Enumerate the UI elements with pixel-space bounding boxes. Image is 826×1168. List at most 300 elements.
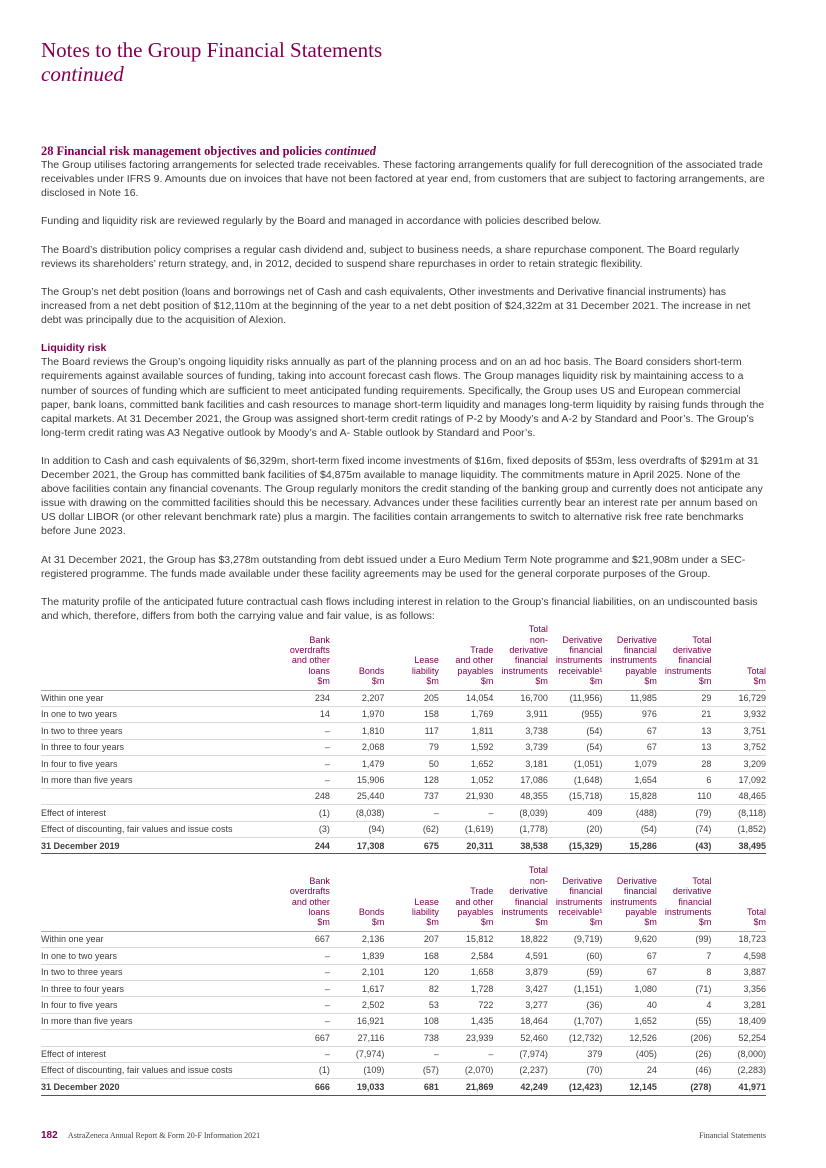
table-cell: – <box>275 756 330 772</box>
table-cell: 17,086 <box>493 772 548 788</box>
table-cell: 42,249 <box>493 1079 548 1095</box>
row-label: In one to two years <box>41 948 275 964</box>
table-cell: 205 <box>384 690 439 706</box>
row-label: In two to three years <box>41 723 275 739</box>
table-cell: (55) <box>657 1013 712 1029</box>
table-cell: 18,409 <box>711 1013 766 1029</box>
column-header <box>493 865 548 931</box>
table-cell: 13 <box>657 723 712 739</box>
table-cell: – <box>384 1046 439 1062</box>
column-header-line: derivative <box>672 886 712 897</box>
column-header-line: $m <box>753 917 766 928</box>
table-row <box>41 931 766 947</box>
column-header <box>493 624 548 690</box>
column-header-line: instruments <box>501 665 548 676</box>
column-header-line: and other <box>455 655 494 666</box>
maturity-table-2019 <box>41 624 766 854</box>
column-header <box>548 624 603 690</box>
table-row <box>41 948 766 964</box>
column-header-line: $m <box>317 676 330 687</box>
table-cell: (1) <box>275 1063 330 1079</box>
row-label: In one to two years <box>41 706 275 722</box>
table-cell: (2,237) <box>493 1063 548 1079</box>
table-cell: (278) <box>657 1079 712 1095</box>
column-header-line: financial <box>623 886 657 897</box>
column-header-line: Derivative <box>616 875 657 886</box>
table-cell: (9,719) <box>548 931 603 947</box>
table-cell: 667 <box>275 1030 330 1046</box>
table-cell: (2,070) <box>439 1063 494 1079</box>
table-cell: 1,435 <box>439 1013 494 1029</box>
table-cell: 3,738 <box>493 723 548 739</box>
column-header <box>275 624 330 690</box>
table-cell: (54) <box>548 723 603 739</box>
column-header <box>602 624 657 690</box>
table-cell: 38,495 <box>711 838 766 854</box>
table-cell: – <box>439 805 494 821</box>
adjustment-row <box>41 1046 766 1062</box>
footer-section-name: Financial Statements <box>699 1131 766 1140</box>
table-cell: 21,869 <box>439 1079 494 1095</box>
table-cell: 15,812 <box>439 931 494 947</box>
column-header-line: overdrafts <box>289 886 330 897</box>
table-cell: 48,465 <box>711 788 766 804</box>
table-cell: 18,723 <box>711 931 766 947</box>
table-cell: 4,598 <box>711 948 766 964</box>
paragraph-liquidity-cash: In addition to Cash and cash equivalents of $6,329m, short-term fixed income investments of $16m, fixed deposits of $53m, less overdrafts of $291m at 31 December 2021, the Group has committed bank facilities of $4,875m available to manage liquidity. The commitments mature in April 2025. None of the above facilities contain any financial covenants. The Group regularly monitors the credit standing of the banking group and currently does not anticipate any issue with drawing on the committed facilities should this be necessary. Advances under these facilities currently bear an interest rate per annum based on US dollar LIBOR (or other relevant benchmark rate) plus a margin. The facilities contain arrangements to switch to alternative risk free rate benchmarks before June 2023. <box>41 454 763 538</box>
table-cell: 168 <box>384 948 439 964</box>
table-cell: (8,000) <box>711 1046 766 1062</box>
row-label: In two to three years <box>41 964 275 980</box>
row-label: 31 December 2019 <box>41 838 275 854</box>
table-cell: 7 <box>657 948 712 964</box>
table-cell: 2,207 <box>330 690 385 706</box>
table-cell: 1,080 <box>602 981 657 997</box>
table-cell: 738 <box>384 1030 439 1046</box>
column-header-line: instruments <box>555 655 603 666</box>
table-cell: 1,617 <box>330 981 385 997</box>
table-cell: 2,136 <box>330 931 385 947</box>
table-cell: (60) <box>548 948 603 964</box>
table-cell: 3,911 <box>493 706 548 722</box>
column-header-line: payable <box>625 665 657 676</box>
column-header-line: $m <box>317 917 330 928</box>
table-cell: 19,033 <box>330 1079 385 1095</box>
row-label: Within one year <box>41 690 275 706</box>
table-cell: (8,038) <box>330 805 385 821</box>
paragraph-distribution: The Board’s distribution policy comprises a regular cash dividend and, subject to business needs, a share repurchase component. The Board regularly reviews its shareholders’ return strategy, and, in 2012, decided to suspend share repurchases in order to retain strategic flexibility. <box>41 243 740 270</box>
column-header-line: Bonds <box>358 907 385 918</box>
table-row <box>41 723 766 739</box>
table-cell: 2,584 <box>439 948 494 964</box>
table-cell: 29 <box>657 690 712 706</box>
table-cell: 3,751 <box>711 723 766 739</box>
table-cell: – <box>275 723 330 739</box>
table-cell: 67 <box>602 739 657 755</box>
table-cell: 1,652 <box>602 1013 657 1029</box>
column-header-line: and other <box>291 655 330 666</box>
table-cell: (71) <box>657 981 712 997</box>
table-cell: 52,254 <box>711 1030 766 1046</box>
table-cell: – <box>275 739 330 755</box>
table-cell: – <box>275 964 330 980</box>
table-cell: 110 <box>657 788 712 804</box>
total-row <box>41 838 766 854</box>
table-cell: (1,707) <box>548 1013 603 1029</box>
column-header-line: $m <box>371 676 385 687</box>
table-row <box>41 1013 766 1029</box>
column-header-line: Derivative <box>616 634 657 645</box>
column-header-line: $m <box>589 917 603 928</box>
column-header <box>657 624 712 690</box>
table-header-row <box>41 624 766 690</box>
table-cell: 18,464 <box>493 1013 548 1029</box>
table-cell: 158 <box>384 706 439 722</box>
column-header-line: Bonds <box>358 665 385 676</box>
table-cell: – <box>275 1013 330 1029</box>
row-label: Within one year <box>41 931 275 947</box>
table-cell: (206) <box>657 1030 712 1046</box>
table-cell: 1,592 <box>439 739 494 755</box>
column-header-line: payables <box>457 907 494 918</box>
section-title-text: 28 Financial risk management objectives and policies <box>41 144 322 158</box>
table-cell: 722 <box>439 997 494 1013</box>
column-header-line: financial <box>678 896 712 907</box>
table-cell: 667 <box>275 931 330 947</box>
table-cell: (1,852) <box>711 821 766 837</box>
table-cell: 1,970 <box>330 706 385 722</box>
column-header-line: Lease <box>414 655 439 666</box>
column-header-line: instruments <box>664 665 712 676</box>
table-cell: (15,718) <box>548 788 603 804</box>
table-cell: 3,281 <box>711 997 766 1013</box>
column-header-line: and other <box>291 896 330 907</box>
column-header <box>711 865 766 931</box>
row-label: Effect of discounting, fair values and issue costs <box>41 821 275 837</box>
table-row <box>41 981 766 997</box>
column-header <box>548 865 603 931</box>
column-header <box>330 624 385 690</box>
table-cell: 1,810 <box>330 723 385 739</box>
subtotal-row <box>41 788 766 804</box>
table-cell: (79) <box>657 805 712 821</box>
paragraph-liquidity-review: The Board reviews the Group’s ongoing liquidity risks annually as part of the planning process and on an ad hoc basis. The Board considers short-term requirements against available sources of funding, taking into account forecast cash flows. The Group manages liquidity risk by maintaining access to a number of sources of funding which are sufficient to meet anticipated funding requirements. Specifically, the Group uses US and European commercial paper, bank loans, committed bank facilities and cash resources to manage short-term liquidity and manages long-term liquidity by raising funds through the capital markets. At 31 December 2021, the Group was assigned short-term credit ratings of P-2 by Moody’s and A-2 by Standard and Poor’s. The Group’s long-term credit rating was A3 Negative outlook by Moody’s and A- Stable outlook by Standard and Poor’s. <box>41 356 765 439</box>
column-header-line: $m <box>426 676 439 687</box>
column-header-line: Trade <box>470 886 494 897</box>
column-header-line: financial <box>678 655 712 666</box>
table-cell: 3,277 <box>493 997 548 1013</box>
table-cell: 117 <box>384 723 439 739</box>
page-title <box>41 38 382 86</box>
table-cell: 20,311 <box>439 838 494 854</box>
column-header-line: financial <box>569 886 603 897</box>
table-cell: 52,460 <box>493 1030 548 1046</box>
table-cell: 128 <box>384 772 439 788</box>
table-cell: 25,440 <box>330 788 385 804</box>
table-cell: 2,101 <box>330 964 385 980</box>
table-cell: – <box>275 948 330 964</box>
table-cell: – <box>275 997 330 1013</box>
adjustment-row <box>41 805 766 821</box>
table-cell: 3,752 <box>711 739 766 755</box>
table-cell: (26) <box>657 1046 712 1062</box>
table-cell: (54) <box>602 821 657 837</box>
subtotal-row <box>41 1030 766 1046</box>
table-cell: 1,654 <box>602 772 657 788</box>
table-cell: (12,423) <box>548 1079 603 1095</box>
maturity-table-2020 <box>41 865 766 1095</box>
table-cell: 3,739 <box>493 739 548 755</box>
column-header-line: financial <box>514 655 548 666</box>
table-cell: (955) <box>548 706 603 722</box>
column-header-line: Total <box>692 875 712 886</box>
row-label: Effect of discounting, fair values and issue costs <box>41 1063 275 1079</box>
column-header-line: $m <box>753 676 766 687</box>
table-cell: (43) <box>657 838 712 854</box>
row-label: In four to five years <box>41 997 275 1013</box>
table-row <box>41 739 766 755</box>
table-cell: (94) <box>330 821 385 837</box>
column-header <box>384 865 439 931</box>
table-cell: 15,828 <box>602 788 657 804</box>
table-cell: 681 <box>384 1079 439 1095</box>
report-name: AstraZeneca Annual Report & Form 20-F Information 2021 <box>67 1131 261 1140</box>
column-header-line: financial <box>569 644 603 655</box>
table-cell: 1,811 <box>439 723 494 739</box>
table-cell: (20) <box>548 821 603 837</box>
column-header-line: non-derivative <box>509 875 548 897</box>
table-cell: 16,729 <box>711 690 766 706</box>
paragraph-maturity-profile: The maturity profile of the anticipated future contractual cash flows including interest in relation to the Group’s financial liabilities, on an undiscounted basis and which, therefore, differs from both the carrying value and fair value, is as follows: <box>41 595 758 622</box>
table-cell: – <box>439 1046 494 1062</box>
table-cell: 41,971 <box>711 1079 766 1095</box>
table-cell: (7,974) <box>493 1046 548 1062</box>
column-header <box>439 624 494 690</box>
total-row <box>41 1079 766 1095</box>
table-cell: (7,974) <box>330 1046 385 1062</box>
adjustment-row <box>41 821 766 837</box>
page-number: 182 <box>41 1130 58 1141</box>
table-cell: 666 <box>275 1079 330 1095</box>
table-cell: 48,355 <box>493 788 548 804</box>
table-cell: (405) <box>602 1046 657 1062</box>
table-cell: 67 <box>602 964 657 980</box>
table-cell: (70) <box>548 1063 603 1079</box>
table-cell: 3,887 <box>711 964 766 980</box>
table-cell: 2,502 <box>330 997 385 1013</box>
row-label: Effect of interest <box>41 1046 275 1062</box>
table-cell: 67 <box>602 723 657 739</box>
column-header-line: financial <box>514 896 548 907</box>
column-header-line: financial <box>623 644 657 655</box>
column-header-line: $m <box>535 676 548 687</box>
table-cell: – <box>275 772 330 788</box>
table-row <box>41 690 766 706</box>
table-cell: 16,921 <box>330 1013 385 1029</box>
table-cell: (99) <box>657 931 712 947</box>
column-header-line: $m <box>698 917 712 928</box>
table-cell: 737 <box>384 788 439 804</box>
table-cell: 1,479 <box>330 756 385 772</box>
column-header-line: non-derivative <box>509 634 548 655</box>
table-cell: (1,151) <box>548 981 603 997</box>
table-cell: 6 <box>657 772 712 788</box>
table-cell: 17,092 <box>711 772 766 788</box>
row-label: In more than five years <box>41 772 275 788</box>
column-header <box>711 624 766 690</box>
table-cell: (59) <box>548 964 603 980</box>
table-cell: 3,181 <box>493 756 548 772</box>
table-row <box>41 772 766 788</box>
table-cell: 12,145 <box>602 1079 657 1095</box>
column-header-line: $m <box>371 917 385 928</box>
table-row <box>41 706 766 722</box>
column-header <box>602 865 657 931</box>
page-title-continued: continued <box>41 62 124 86</box>
section-title-continued: continued <box>324 144 376 158</box>
column-header-line: receivable¹ <box>558 665 603 676</box>
column-header <box>330 865 385 931</box>
table-cell: 67 <box>602 948 657 964</box>
table-cell: (11,956) <box>548 690 603 706</box>
table-cell: 27,116 <box>330 1030 385 1046</box>
table-cell: (1,648) <box>548 772 603 788</box>
column-header-line: payables <box>457 665 494 676</box>
column-header-line: $m <box>426 917 439 928</box>
table-cell: (109) <box>330 1063 385 1079</box>
table-cell: (57) <box>384 1063 439 1079</box>
table-cell: 2,068 <box>330 739 385 755</box>
table-cell: (1,778) <box>493 821 548 837</box>
table-cell: 244 <box>275 838 330 854</box>
column-header-line: instruments <box>610 896 657 907</box>
table-cell: 8 <box>657 964 712 980</box>
table-cell: 15,906 <box>330 772 385 788</box>
column-header-line: Total <box>692 634 712 645</box>
table-cell: 1,769 <box>439 706 494 722</box>
row-label: 31 December 2020 <box>41 1079 275 1095</box>
table-cell: (74) <box>657 821 712 837</box>
table-cell: (46) <box>657 1063 712 1079</box>
table-cell: 3,209 <box>711 756 766 772</box>
paragraph-net-debt: The Group’s net debt position (loans and borrowings net of Cash and cash equivalents, Other investments and Derivative financial instruments) has increased from a net debt position of $12,110m at the beginning of the year to a net debt position of $24,322m at 31 December 2021. The increase in net debt was principally due to the acquisition of Alexion. <box>41 285 751 327</box>
column-header-line: $m <box>589 676 603 687</box>
table-cell: (1) <box>275 805 330 821</box>
main-content <box>41 144 766 1096</box>
page-footer <box>41 1131 766 1141</box>
table-cell: 50 <box>384 756 439 772</box>
column-header-line: Total <box>746 665 766 676</box>
table-cell: 248 <box>275 788 330 804</box>
table-cell: 21,930 <box>439 788 494 804</box>
column-header-line: loans <box>308 907 330 918</box>
row-label <box>41 788 275 804</box>
table-cell: (1,619) <box>439 821 494 837</box>
column-header-line: Total <box>528 865 548 876</box>
table-cell: 18,822 <box>493 931 548 947</box>
table-cell: 38,538 <box>493 838 548 854</box>
table-cell: 24 <box>602 1063 657 1079</box>
column-header <box>439 865 494 931</box>
paragraph-liquidity-debt: At 31 December 2021, the Group has $3,278m outstanding from debt issued under a Euro Medium Term Note programme and $21,908m under a SEC-registered programme. The funds made available under these facility agreements may be used for the general corporate purposes of the Group. <box>41 553 746 580</box>
table-cell: 409 <box>548 805 603 821</box>
column-header-line: overdrafts <box>289 644 330 655</box>
column-header-line: Derivative <box>562 634 603 645</box>
table-cell: 40 <box>602 997 657 1013</box>
column-header-label <box>41 624 275 690</box>
column-header-line: Derivative <box>562 875 603 886</box>
table-cell: 976 <box>602 706 657 722</box>
table-cell: 234 <box>275 690 330 706</box>
column-header-line: $m <box>480 917 494 928</box>
table-cell: 1,728 <box>439 981 494 997</box>
table-cell: (3) <box>275 821 330 837</box>
row-label: In three to four years <box>41 981 275 997</box>
table-cell: 15,286 <box>602 838 657 854</box>
table-cell: (1,051) <box>548 756 603 772</box>
table-cell: (36) <box>548 997 603 1013</box>
table-cell: 120 <box>384 964 439 980</box>
table-cell: 28 <box>657 756 712 772</box>
table-cell: 11,985 <box>602 690 657 706</box>
table-cell: 1,052 <box>439 772 494 788</box>
row-label: In four to five years <box>41 756 275 772</box>
table-cell: 4 <box>657 997 712 1013</box>
column-header <box>384 624 439 690</box>
column-header-line: loans <box>308 665 330 676</box>
table-cell: 3,879 <box>493 964 548 980</box>
table-cell: 9,620 <box>602 931 657 947</box>
column-header-line: $m <box>644 676 657 687</box>
table-cell: – <box>275 1046 330 1062</box>
column-header-line: $m <box>644 917 657 928</box>
column-header-line: liability <box>411 907 439 918</box>
table-cell: (62) <box>384 821 439 837</box>
table-row <box>41 964 766 980</box>
table-cell: 17,308 <box>330 838 385 854</box>
table-header-row <box>41 865 766 931</box>
column-header-label <box>41 865 275 931</box>
row-label: In more than five years <box>41 1013 275 1029</box>
table-cell: 21 <box>657 706 712 722</box>
row-label <box>41 1030 275 1046</box>
column-header-line: Lease <box>414 896 439 907</box>
column-header-line: Trade <box>470 644 494 655</box>
adjustment-row <box>41 1063 766 1079</box>
table-cell: (488) <box>602 805 657 821</box>
table-cell: 79 <box>384 739 439 755</box>
column-header <box>275 865 330 931</box>
table-cell: 82 <box>384 981 439 997</box>
table-cell: 379 <box>548 1046 603 1062</box>
paragraph-factoring: The Group utilises factoring arrangements for selected trade receivables. These factoring arrangements qualify for full derecognition of the associated trade receivables under IFRS 9. Amounts due on invoices that have not been factored at year end, from customers that are subject to factoring arrangements, are disclosed in Note 16. <box>41 159 765 200</box>
column-header-line: instruments <box>501 907 548 918</box>
table-cell: (12,732) <box>548 1030 603 1046</box>
section-title <box>41 144 766 158</box>
table-cell: 1,652 <box>439 756 494 772</box>
table-cell: 14 <box>275 706 330 722</box>
table-cell: 3,356 <box>711 981 766 997</box>
table-cell: 3,427 <box>493 981 548 997</box>
row-label: Effect of interest <box>41 805 275 821</box>
column-header-line: Bank <box>309 875 330 886</box>
row-label: In three to four years <box>41 739 275 755</box>
table-cell: 53 <box>384 997 439 1013</box>
column-header-line: receivable¹ <box>558 907 603 918</box>
paragraph-funding: Funding and liquidity risk are reviewed regularly by the Board and managed in accordance with policies described below. <box>41 215 602 228</box>
column-header <box>657 865 712 931</box>
column-header-line: liability <box>411 665 439 676</box>
